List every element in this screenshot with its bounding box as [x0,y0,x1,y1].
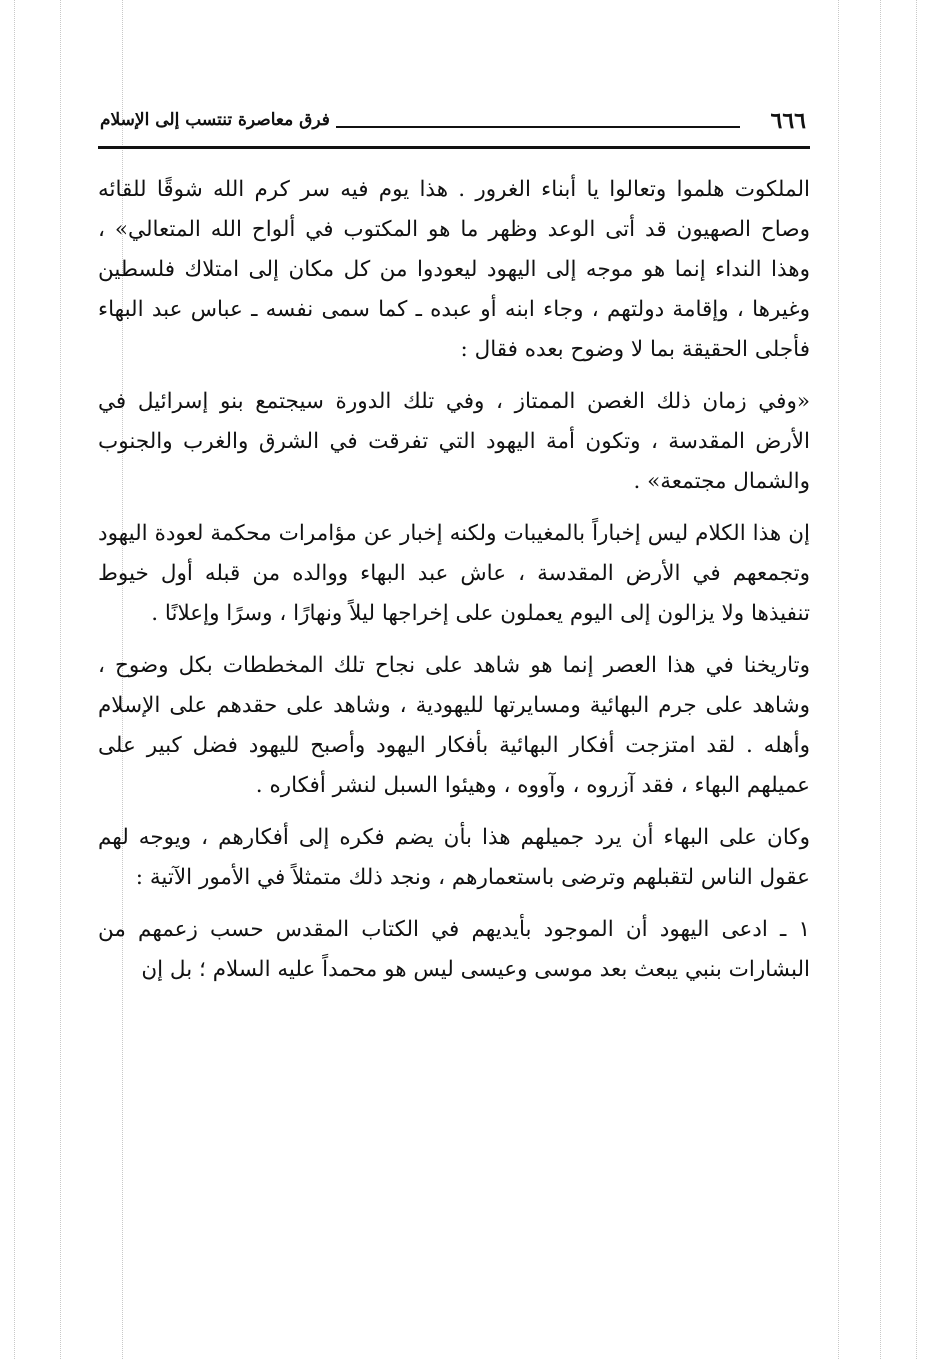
paragraph: وكان على البهاء أن يرد جميلهم هذا بأن يضم فكره إلى أفكارهم ، ويوجه لهم عقول الناس لتقبلهم وترضى باستعمارهم ، ونجد ذلك متمثلاً في الأمور الآتية : [98,825,810,890]
quoted-paragraph: «وفي زمان ذلك الغصن الممتاز ، وفي تلك الدورة سيجتمع بنو إسرائيل في الأرض المقدسة ، وتكون أمة اليهود التي تفرقت في الشرق والغرب والجنوب والشمال مجتمعة» . [98,389,810,494]
page-header [98,104,810,144]
scan-edge-mark [916,0,917,1359]
scan-edge-mark [880,0,881,1359]
header-divider [98,146,810,149]
numbered-paragraph: ١ ـ ادعى اليهود أن الموجود بأيديهم في الكتاب المقدس حسب زعمهم من البشارات بنبي يبعث بعد موسى وعيسى ليس هو محمداً عليه السلام ؛ بل إن [98,917,810,982]
scan-edge-mark [60,0,61,1359]
paragraph: الملكوت هلموا وتعالوا يا أبناء الغرور . هذا يوم فيه سر كرم الله شوقًا للقائه وصاح الصهيون قد أتى الوعد وظهر ما هو المكتوب في ألواح الله المتعالي» ، وهذا النداء إنما هو موجه إلى اليهود ليعودوا من كل مكان إلى امتلاك فلسطين وغيرها ، وإقامة دولتهم ، وجاء ابنه أو عبده ـ كما سمى نفسه ـ عباس عبد البهاء فأجلى الحقيقة بما لا وضوح بعده فقال : [98,177,810,362]
scan-edge-mark [14,0,15,1359]
book-title: فرق معاصرة تنتسب إلى الإسلام [100,110,330,130]
page-body [98,170,810,990]
page-number: ٦٦٦ [770,108,806,134]
paragraph: إن هذا الكلام ليس إخباراً بالمغيبات ولكنه إخبار عن مؤامرات محكمة لعودة اليهود وتجمعهم في الأرض المقدسة ، عاش عبد البهاء ووالده من قبله أول خيوط تنفيذها ولا يزالون إلى اليوم يعملون على إخراجها ليلاً ونهارًا ، وسرًا وإعلانًا . [98,521,810,626]
paragraph: وتاريخنا في هذا العصر إنما هو شاهد على نجاح تلك المخططات بكل وضوح ، وشاهد على جرم البهائية ومسايرتها لليهودية ، وشاهد على حقدهم على الإسلام وأهله . لقد امتزجت أفكار البهائية بأفكار اليهود وأصبح لليهود فضل كبير على عميلهم البهاء ، فقد آزروه ، وآووه ، وهيئوا السبل لنشر أفكاره . [98,653,810,798]
scan-edge-mark [838,0,839,1359]
header-title-rule [336,126,740,128]
